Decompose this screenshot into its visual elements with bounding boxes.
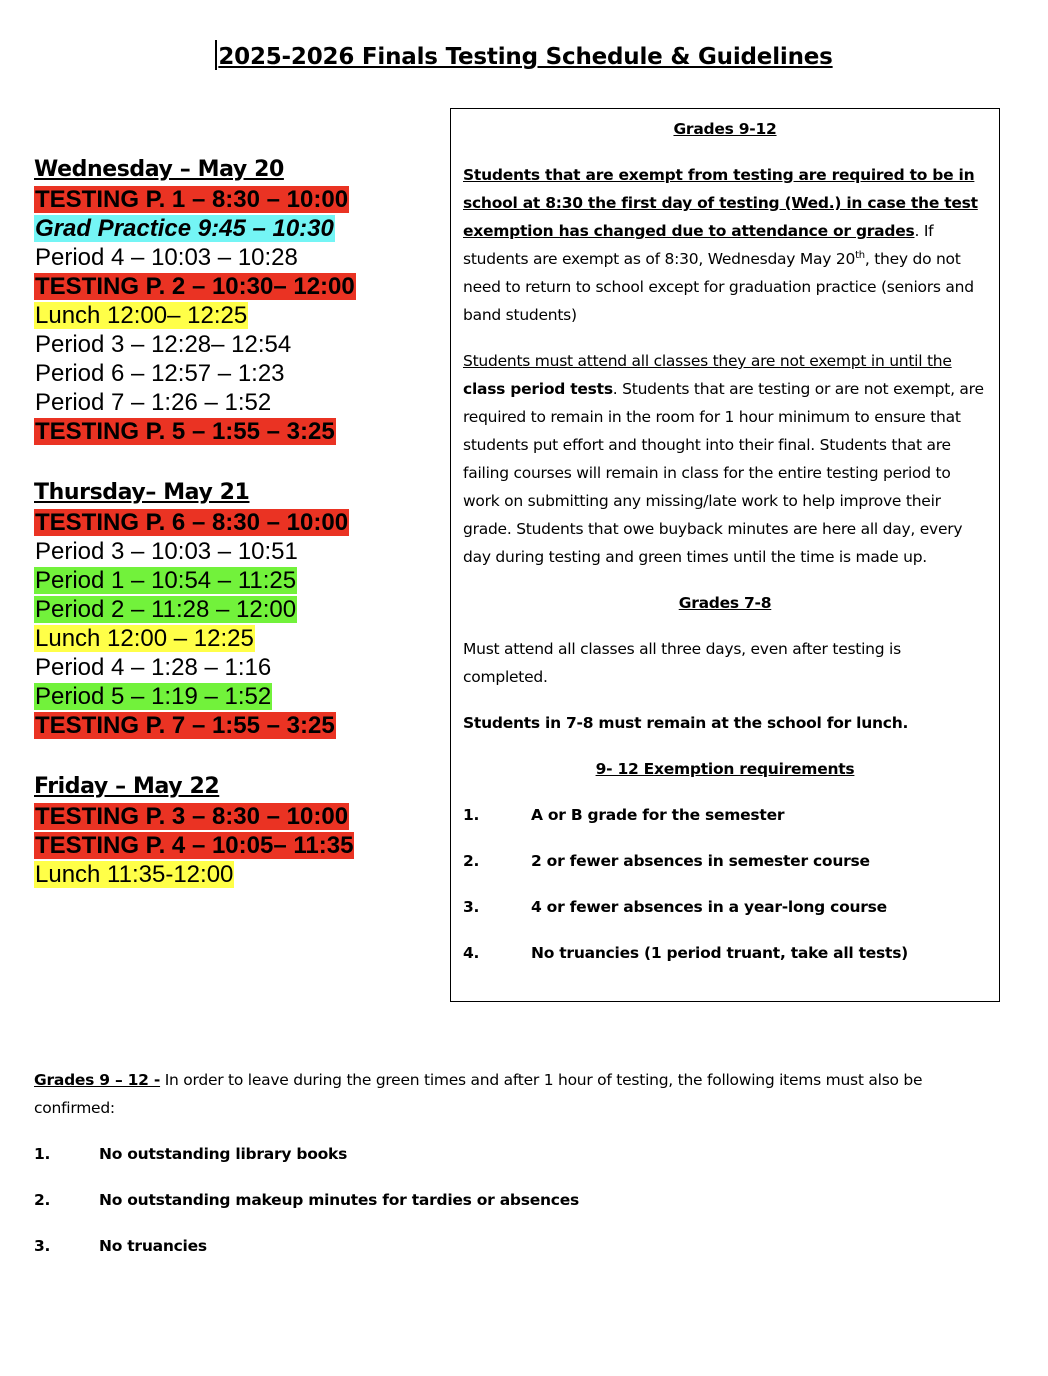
exempt-text-a: . If students are exempt as of 8:30, Wednesday May 20: [463, 222, 934, 268]
item-text: No truancies (1 period truant, take all tests): [531, 944, 908, 962]
exempt-sup: th: [855, 249, 865, 261]
schedule-row: [34, 359, 434, 388]
schedule-row-text: Period 1 – 10:54 – 11:25: [35, 567, 297, 594]
schedule-row-text: TESTING P. 3 – 8:30 – 10:00: [35, 803, 349, 830]
schedule-row-text: TESTING P. 2 – 10:30– 12:00: [35, 273, 355, 300]
schedule-row-text: Lunch 12:00 – 12:25: [35, 625, 254, 652]
exemption-list: [463, 801, 987, 967]
grades-7-8-heading: Grades 7-8: [678, 594, 772, 612]
page-title: [0, 40, 1048, 70]
schedule-row-text: Period 4 – 10:03 – 10:28: [35, 244, 298, 271]
bottom-lead-label: Grades 9 – 12 -: [34, 1071, 161, 1089]
exemption-heading: 9- 12 Exemption requirements: [595, 760, 855, 778]
schedule-row: [34, 682, 434, 711]
item-number: 3.: [463, 898, 480, 916]
exempt-paragraph: [463, 161, 987, 329]
page-title-text: 2025-2026 Finals Testing Schedule & Guidelines: [218, 44, 833, 70]
schedule-row-text: Lunch 11:35-12:00: [35, 861, 234, 888]
schedule-row: [34, 860, 434, 889]
attend-bold-text: class period tests: [463, 380, 613, 398]
item-text: 2 or fewer absences in semester course: [531, 852, 870, 870]
exempt-text-b: , they do not need to return to school except for graduation practice (seniors and band students): [463, 250, 974, 324]
schedule-row: [34, 301, 434, 330]
bottom-lead-text: In order to leave during the green times and after 1 hour of testing, the following items must also be confirmed:: [34, 1071, 923, 1117]
schedule-row: [34, 537, 434, 566]
schedule-row-text: Period 6 – 12:57 – 1:23: [35, 360, 285, 387]
day-heading: Friday – May 22: [34, 774, 220, 799]
schedule-row-text: Period 4 – 1:28 – 1:16: [35, 654, 272, 681]
attend-underline-text: Students must attend all classes they are not exempt in until the: [463, 352, 952, 370]
bottom-section: [34, 1066, 1004, 1278]
item-text: No outstanding library books: [99, 1145, 348, 1163]
attend-rest-text: . Students that are testing or are not exempt, are required to remain in the room for 1 hour minimum to ensure that students put effort and thought into their final. Students that are failing courses will remain in class for the entire testing period to work on submitting any missing/late work to help improve their grade. Students that owe buyback minutes are here all day, every day during testing and green times until the time is made up.: [463, 380, 984, 566]
schedule-row: [34, 214, 434, 243]
schedule-row: [34, 388, 434, 417]
schedule-row: [34, 185, 434, 214]
schedule-row-text: Period 2 – 11:28 – 12:00: [35, 596, 297, 623]
bottom-lead: [34, 1066, 1004, 1122]
schedule-row-text: TESTING P. 7 – 1:55 – 3:25: [35, 712, 335, 739]
day-heading: Thursday– May 21: [34, 480, 250, 505]
schedule-day: [34, 155, 434, 446]
guidelines-box: [450, 108, 1000, 1002]
schedule-row-text: Lunch 12:00– 12:25: [35, 302, 248, 329]
schedule-row-text: TESTING P. 1 – 8:30 – 10:00: [35, 186, 349, 213]
attend-paragraph: [463, 347, 987, 571]
item-number: 4.: [463, 944, 480, 962]
numbered-item: [34, 1140, 1004, 1168]
schedule-row: [34, 566, 434, 595]
schedule-day: [34, 478, 434, 740]
numbered-item: [463, 847, 987, 875]
schedule-row: [34, 508, 434, 537]
schedule-row: [34, 653, 434, 682]
schedule-row-text: Period 5 – 1:19 – 1:52: [35, 683, 272, 710]
item-number: 3.: [34, 1237, 51, 1255]
numbered-item: [463, 801, 987, 829]
item-text: No truancies: [99, 1237, 207, 1255]
numbered-item: [34, 1232, 1004, 1260]
item-number: 2.: [463, 852, 480, 870]
numbered-item: [34, 1186, 1004, 1214]
schedule-row-text: TESTING P. 6 – 8:30 – 10:00: [35, 509, 349, 536]
item-text: A or B grade for the semester: [531, 806, 785, 824]
schedule-row-text: TESTING P. 4 – 10:05– 11:35: [35, 832, 354, 859]
exempt-bold-text: Students that are exempt from testing are required to be in school at 8:30 the first day of testing (Wed.) in case the test exemption has changed due to attendance or grades: [463, 166, 978, 240]
schedule-row: [34, 417, 434, 446]
schedule-row: [34, 330, 434, 359]
item-text: No outstanding makeup minutes for tardies or absences: [99, 1191, 579, 1209]
schedule-day: [34, 772, 434, 889]
schedule-row: [34, 595, 434, 624]
grades-9-12-heading: Grades 9-12: [673, 120, 777, 138]
schedule-row-text: Period 7 – 1:26 – 1:52: [35, 389, 272, 416]
schedule-row: [34, 624, 434, 653]
schedule-row: [34, 831, 434, 860]
item-text: 4 or fewer absences in a year-long course: [531, 898, 887, 916]
numbered-item: [463, 939, 987, 967]
day-heading: Wednesday – May 20: [34, 157, 284, 182]
numbered-item: [463, 893, 987, 921]
item-number: 2.: [34, 1191, 51, 1209]
grades-7-8-lunch: Students in 7-8 must remain at the school for lunch.: [463, 714, 909, 732]
schedule-row: [34, 243, 434, 272]
item-number: 1.: [463, 806, 480, 824]
schedule-row: [34, 711, 434, 740]
schedule-row-text: TESTING P. 5 – 1:55 – 3:25: [35, 418, 335, 445]
schedule-row-text: Grad Practice 9:45 – 10:30: [35, 215, 334, 242]
schedule-row: [34, 272, 434, 301]
grades-7-8-text: Must attend all classes all three days, even after testing is completed.: [463, 640, 901, 686]
item-number: 1.: [34, 1145, 51, 1163]
schedule-row-text: Period 3 – 12:28– 12:54: [35, 331, 292, 358]
schedule-column: [34, 155, 434, 921]
bottom-list: [34, 1140, 1004, 1260]
schedule-row-text: Period 3 – 10:03 – 10:51: [35, 538, 298, 565]
schedule-row: [34, 802, 434, 831]
